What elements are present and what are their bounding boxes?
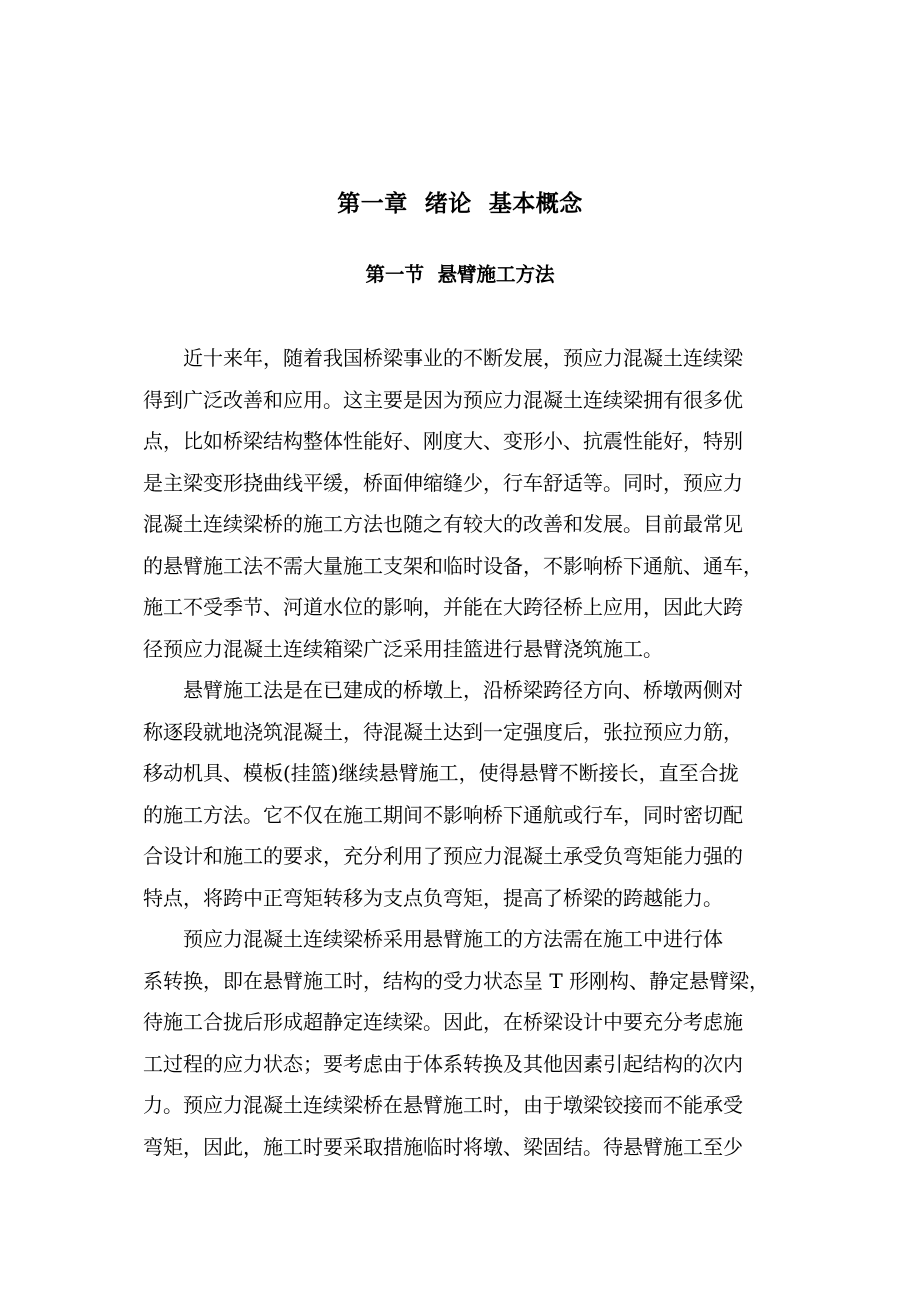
text-line: 径预应力混凝土连续箱梁广泛采用挂篮进行悬臂浇筑施工。 <box>143 636 663 661</box>
text-line: 合设计和施工的要求，充分利用了预应力混凝土承受负弯矩能力强的 <box>143 844 743 868</box>
text-line: 称逐段就地浇筑混凝土，待混凝土达到一定强度后，张拉预应力筋， <box>143 719 743 744</box>
text-line: 近十来年，随着我国桥梁事业的不断发展，预应力混凝土连续梁 <box>183 346 743 370</box>
body-text <box>143 338 783 1168</box>
section-title: 第一节 悬臂施工方法 <box>365 263 555 286</box>
text-line: 的悬臂施工法不需大量施工支架和临时设备，不影响桥下通航、通车， <box>143 553 763 578</box>
text-line: 弯矩，因此，施工时要采取措施临时将墩、梁固结。待悬臂施工至少 <box>143 1134 743 1159</box>
text-line: 混凝土连续梁桥的施工方法也随之有较大的改善和发展。目前最常见 <box>143 512 743 536</box>
text-line: 工过程的应力状态；要考虑由于体系转换及其他因素引起结构的次内 <box>143 1051 743 1076</box>
text-line: 悬臂施工法是在已建成的桥墩上，沿桥梁跨径方向、桥墩两侧对 <box>183 678 743 702</box>
text-line: 点，比如桥梁结构整体性能好、刚度大、变形小、抗震性能好，特别 <box>143 429 743 453</box>
text-line: 移动机具、模板(挂篮)继续悬臂施工，使得悬臂不断接长，直至合拢 <box>143 761 739 785</box>
text-line: 施工不受季节、河道水位的影响，并能在大跨径桥上应用，因此大跨 <box>143 595 743 619</box>
text-line: 的施工方法。它不仅在施工期间不影响桥下通航或行车，同时密切配 <box>143 802 743 827</box>
text-line: 力。预应力混凝土连续梁桥在悬臂施工时，由于墩梁铰接而不能承受 <box>143 1093 743 1117</box>
paragraph-1 <box>143 338 783 670</box>
text-line: 预应力混凝土连续梁桥采用悬臂施工的方法需在施工中进行体 <box>183 927 723 951</box>
paragraph-2 <box>143 670 783 919</box>
chapter-title: 第一章 绪论 基本概念 <box>337 190 583 217</box>
text-line: 得到广泛改善和应用。这主要是因为预应力混凝土连续梁拥有很多优 <box>143 387 743 412</box>
text-line: 系转换，即在悬臂施工时，结构的受力状态呈 T 形刚构、静定悬臂梁， <box>143 968 770 993</box>
text-line: 是主梁变形挠曲线平缓，桥面伸缩缝少，行车舒适等。同时，预应力 <box>143 470 743 495</box>
paragraph-3 <box>143 919 783 1168</box>
text-line: 特点，将跨中正弯矩转移为支点负弯矩，提高了桥梁的跨越能力。 <box>143 885 723 910</box>
text-line: 待施工合拢后形成超静定连续梁。因此，在桥梁设计中要充分考虑施 <box>143 1010 743 1034</box>
